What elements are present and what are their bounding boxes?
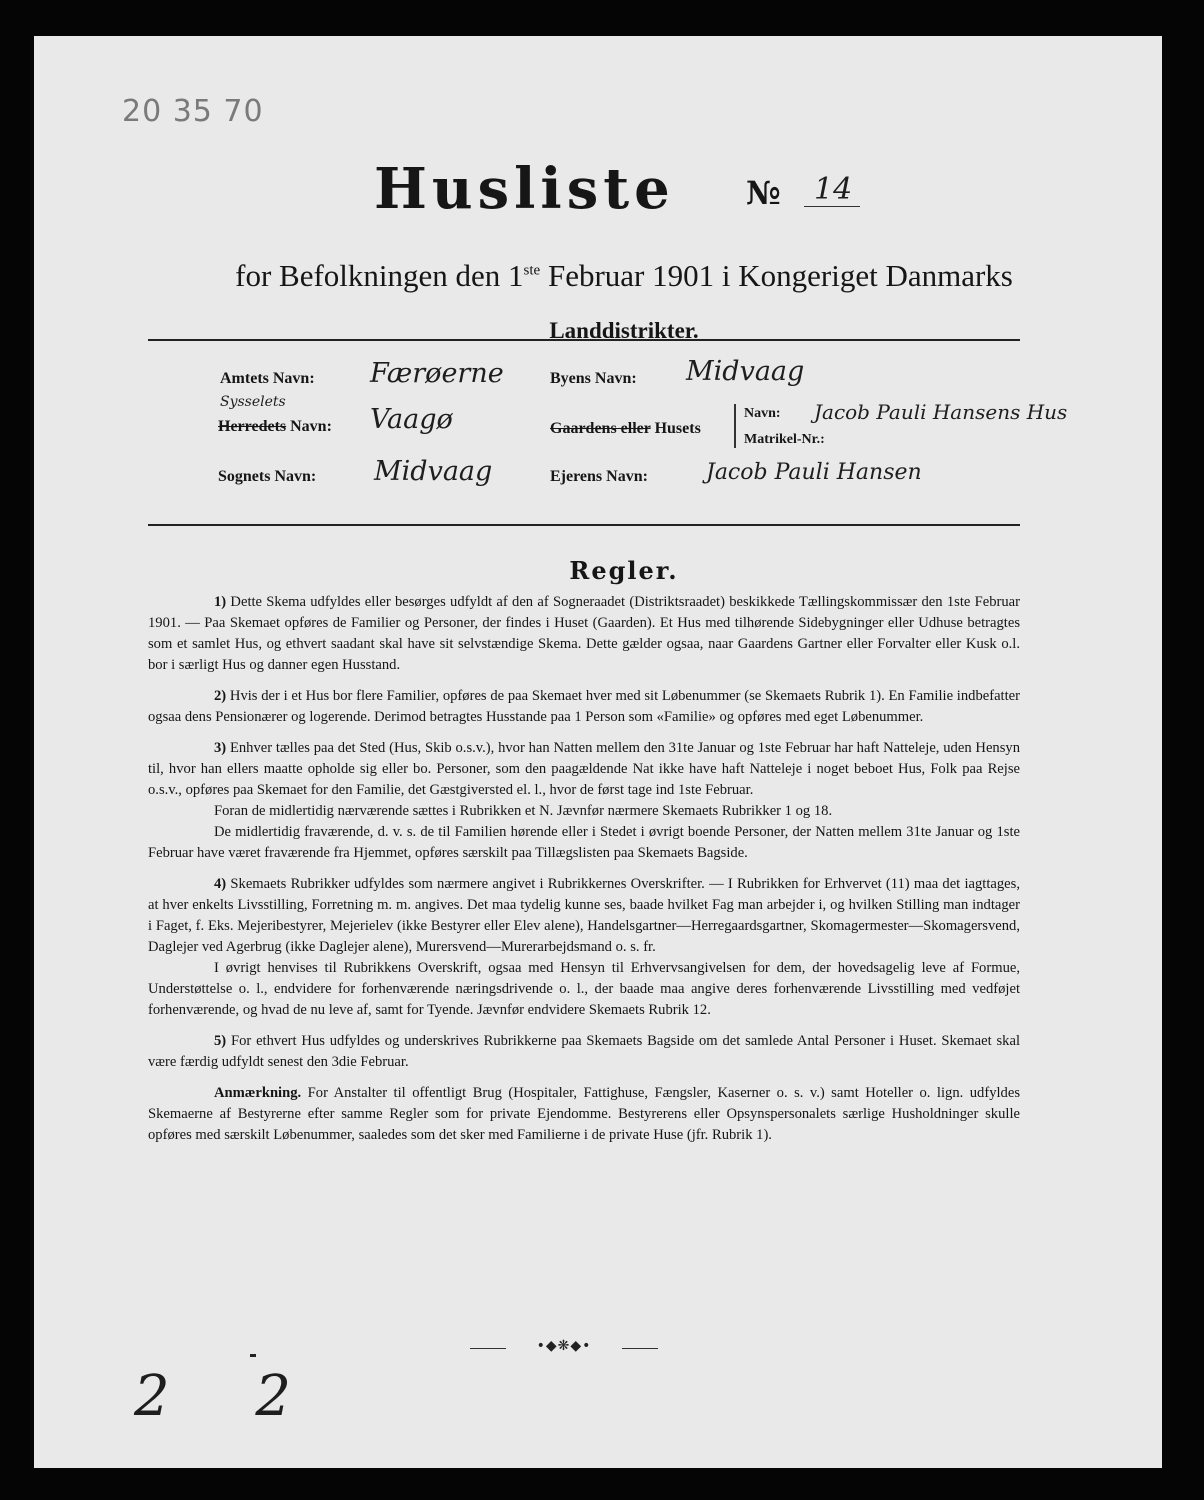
remark-text: For Anstalter til offentligt Brug (Hospitaler, Fattighuse, Fængsler, Kaserner o. s. v.) samt Hoteller o. lign. udfyldes Skemaerne af Bestyrerne efter samme Regler som for private Ejendomme. Bestyrerens eller Opsynspersonalets særlige Husholdninger skulle opføres med særskilt Løbenummer, saaledes som det sker med Familierne i de private Huse (jfr. Rubrik 1).	[148, 1085, 1020, 1143]
rule-4a-text: I øvrigt henvises til Rubrikkens Overskrift, ogsaa med Hensyn til Erhvervsangivelsen for dem, der hovedsagelig leve af Formue, Understøttelse o. l., endvidere for forhenværende næringsdrivende o. l., der baade maa angive deres forhenværende Livsstilling med vedføjet forhenværende, og hvad de nu leve af, samt for Tyende. Jævnfør endvidere Skemaets Rubrik 12.	[148, 960, 1020, 1018]
herred-struck-text: Herredets	[218, 418, 287, 435]
amt-value: Færøerne	[370, 358, 504, 389]
matrikel-label: Matrikel-Nr.:	[744, 432, 825, 447]
amt-label: Amtets Navn:	[220, 370, 315, 387]
by-label: Byens Navn:	[550, 370, 637, 387]
field-brace	[734, 404, 739, 448]
by-value: Midvaag	[686, 356, 805, 387]
subtitle-part-1: for Befolkningen den 1	[235, 258, 524, 293]
navn-label: Navn:	[744, 406, 781, 421]
archive-number: 20 35 70	[122, 94, 264, 129]
ornament: •◆❋◆•	[536, 1338, 592, 1354]
rules-heading: Regler.	[569, 556, 679, 585]
rule-4-number: 4)	[214, 876, 227, 892]
rule-1-number: 1)	[214, 594, 227, 610]
rule-3a-text: Foran de midlertidig nærværende sættes i Rubrikken et N. Jævnfør nærmere Skemaets Rubrikker 1 og 18.	[214, 803, 833, 819]
middle-rule	[148, 524, 1020, 526]
rule-4	[148, 874, 1020, 958]
rule-1-text: Dette Skema udfyldes eller besørges udfyldt af den af Sogneraadet (Distriktsraadet) beskikkede Tællingskommissær den 1ste Februar 1901. — Paa Skemaet opføres de Familier og Personer, der findes i Huset (Gaarden). Et Hus med tilhørende Sidebygninger eller Udhuse betragtes som et samlet Hus, og ethvert saadant skal have sit selvstændige Skema. Dette gælder ogsaa, naar Gaardens Gartner eller Forvalter eller Kusk o.l. bor i særligt Hus og danner egen Husstand.	[148, 594, 1020, 673]
rules-list	[148, 592, 1020, 1156]
bottom-handwritten-number: 2 2	[134, 1364, 326, 1429]
rule-3-cont-a	[148, 801, 1020, 822]
rule-4-text: Skemaets Rubrikker udfyldes som nærmere angivet i Rubrikkernes Overskrifter. — I Rubrikken for Erhvervet (11) maa det iagttages, at hver enkelts Livsstilling, Forretning m. m. angives. Det maa tydelig kunne ses, baade hvilket Fag man arbejder i, og hvilken Stilling man indtager i Faget, f. Eks. Mejeribestyrer, Mejerielev (ikke Bestyrer eller Elev alene), Handelsgartner—Herregaardsgartner, Skomagermester—Skomagersvend, Daglejer ved Agerbrug (ikke Daglejer alene), Murersvend—Murerarbejdsmand o. s. fr.	[148, 876, 1020, 955]
subtitle-ordinal: ste	[523, 262, 541, 279]
number-label: №	[746, 174, 781, 212]
rule-3-cont-b	[148, 822, 1020, 864]
sogn-label: Sognets Navn:	[218, 468, 317, 485]
pencil-mark	[250, 1354, 256, 1357]
top-rule	[148, 339, 1020, 341]
remark-label: Anmærkning.	[214, 1085, 302, 1101]
rule-3-number: 3)	[214, 740, 227, 756]
ornament-line-left	[470, 1348, 506, 1349]
rule-5-number: 5)	[214, 1033, 227, 1049]
rule-3-text: Enhver tælles paa det Sted (Hus, Skib o.s.v.), hvor han Natten mellem den 31te Januar og 1ste Februar har haft Natteleje, uden Hensyn til, hvor han ellers maatte opholde sig eller bo. Personer, som den paagældende Nat ikke have haft Natteleje i noget beboet Hus, Folk paa Rejse o.s.v., opføres paa Skemaet for den Familie, det Gæstgiversted el. l., hvor de først tage ind 1ste Februar.	[148, 740, 1020, 798]
ejer-value: Jacob Pauli Hansen	[706, 460, 922, 485]
ejer-label: Ejerens Navn:	[550, 468, 648, 485]
herred-label-suffix: Navn:	[290, 418, 332, 435]
rule-5-text: For ethvert Hus udfyldes og underskrives Rubrikkerne paa Skemaets Bagside om det samlede Antal Personer i Huset. Skemaet skal være færdig udfyldt senest den 3die Februar.	[148, 1033, 1020, 1070]
census-form-page	[34, 36, 1162, 1468]
rule-1	[148, 592, 1020, 676]
rule-2-number: 2)	[214, 688, 227, 704]
herred-value: Vaagø	[370, 404, 453, 435]
rule-2	[148, 686, 1020, 728]
ornament-line-right	[622, 1348, 658, 1349]
navn-value: Jacob Pauli Hansens Hus	[814, 400, 1068, 424]
huset-text: Husets	[654, 420, 701, 437]
rule-2-text: Hvis der i et Hus bor flere Familier, opføres de paa Skemaet hver med sit Løbenummer (se Skemaets Rubrik 1). En Familie indbefatter ogsaa dens Pensionærer og logerende. Derimod betragtes Husstande paa 1 Person som «Familie» og opføres med eget Løbenummer.	[148, 688, 1020, 725]
rule-3b-text: De midlertidig fraværende, d. v. s. de til Familien hørende eller i Stedet i øvrigt boende Personer, der Natten mellem 31te Januar og 1ste Februar have været fraværende fra Hjemmet, opføres særskilt paa Tillægslisten paa Skemaets Bagside.	[148, 824, 1020, 861]
rule-5	[148, 1031, 1020, 1073]
subtitle-part-2: Februar 1901 i Kongeriget Danmarks	[540, 258, 1013, 293]
rule-4-cont	[148, 958, 1020, 1021]
list-number: 14	[814, 172, 853, 207]
form-subtitle	[164, 258, 1084, 294]
gaard-struck-text: Gaardens eller	[550, 420, 651, 437]
district-type: Landdistrikter.	[549, 318, 699, 343]
rule-3	[148, 738, 1020, 801]
herred-handwritten: Sysselets	[220, 394, 286, 410]
form-title: Husliste	[374, 156, 675, 222]
number-underline	[804, 206, 860, 207]
herred-label	[218, 418, 332, 436]
huset-label	[550, 420, 701, 438]
remark	[148, 1083, 1020, 1146]
sogn-value: Midvaag	[374, 456, 493, 487]
